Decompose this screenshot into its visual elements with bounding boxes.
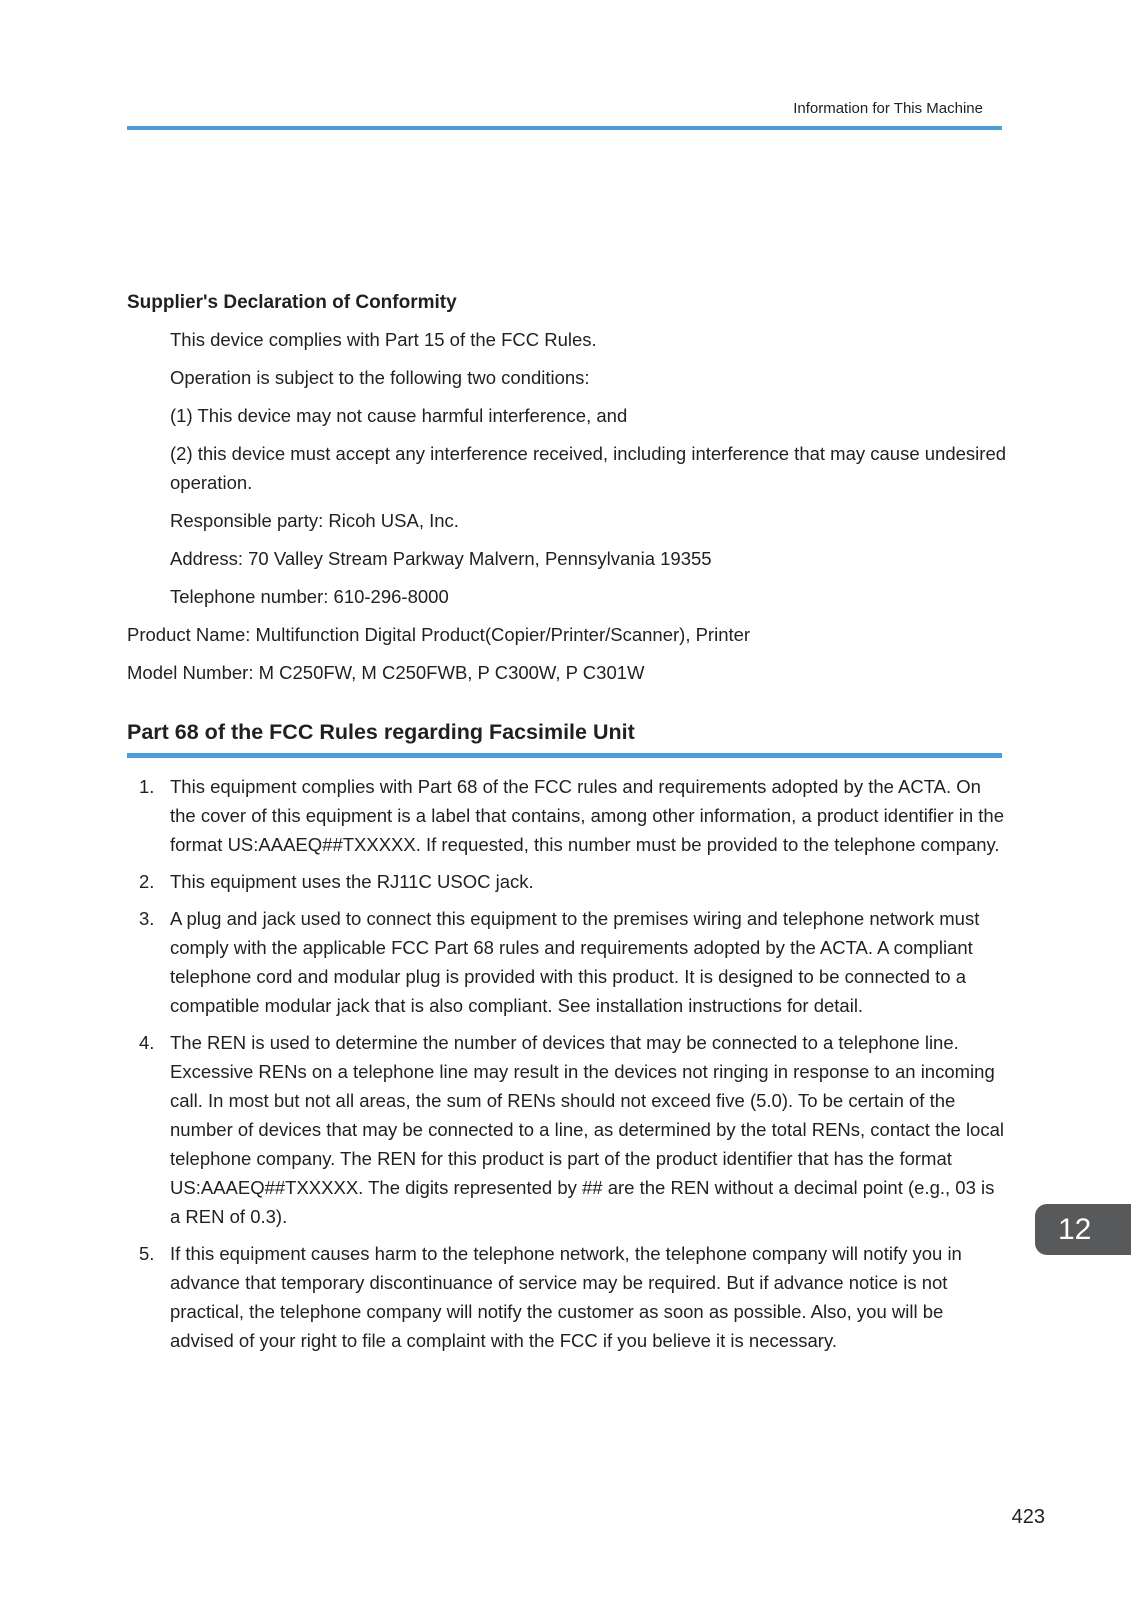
model-number: Model Number: M C250FW, M C250FWB, P C300W, P C301W xyxy=(127,662,645,683)
header-rule xyxy=(127,126,1002,130)
product-info xyxy=(127,620,1007,687)
sdoc-line: (2) this device must accept any interference received, including interference that may cause undesired operation. xyxy=(170,443,1007,493)
sdoc-line: Telephone number: 610-296-8000 xyxy=(170,586,449,607)
page-content xyxy=(127,288,1007,1363)
list-item-number: 3. xyxy=(139,908,155,929)
chapter-tab: 12 xyxy=(1035,1204,1131,1255)
list-item-text: A plug and jack used to connect this equipment to the premises wiring and telephone network must comply with the applicable FCC Part 68 rules and requirements adopted by the ACTA. A compliant telephone cord and modular plug is provided with this product. It is designed to be connected to a compatible modular jack that is also compliant. See installation instructions for detail. xyxy=(170,908,980,1016)
list-item xyxy=(127,867,1007,896)
sdoc-line: Responsible party: Ricoh USA, Inc. xyxy=(170,510,459,531)
list-item-text: If this equipment causes harm to the telephone network, the telephone company will notify you in advance that temporary discontinuance of service may be required. But if advance notice is not practical, the telephone company will notify the customer as soon as possible. Also, you will be advised of your right to file a complaint with the FCC if you believe it is necessary. xyxy=(170,1243,962,1351)
list-item-text: This equipment complies with Part 68 of the FCC rules and requirements adopted by the ACTA. On the cover of this equipment is a label that contains, among other information, a product identifier in the format US:AAAEQ##TXXXXX. If requested, this number must be provided to the telephone company. xyxy=(170,776,1005,855)
sdoc-line: Address: 70 Valley Stream Parkway Malvern, Pennsylvania 19355 xyxy=(170,548,712,569)
list-item-text: The REN is used to determine the number of devices that may be connected to a telephone line. Excessive RENs on a telephone line may result in the devices not ringing in response to an incoming call. In most but not all areas, the sum of RENs should not exceed five (5.0). To be certain of the number of devices that may be connected to a line, as determined by the total RENs, contact the local telephone company. The REN for this product is part of the product identifier that has the format US:AAAEQ##TXXXXX. The digits represented by ## are the REN without a decimal point (e.g., 03 is a REN of 0.3). xyxy=(170,1032,1004,1227)
list-item-number: 5. xyxy=(139,1243,155,1264)
list-item xyxy=(127,904,1007,1020)
sdoc-line: (1) This device may not cause harmful interference, and xyxy=(170,405,628,426)
page-number: 423 xyxy=(1011,1506,1045,1528)
list-item-number: 4. xyxy=(139,1032,155,1053)
sdoc-heading: Supplier's Declaration of Conformity xyxy=(127,292,457,313)
list-item-number: 2. xyxy=(139,871,155,892)
product-name: Product Name: Multifunction Digital Product(Copier/Printer/Scanner), Printer xyxy=(127,624,751,645)
sdoc-line: Operation is subject to the following two conditions: xyxy=(170,367,590,388)
part68-heading: Part 68 of the FCC Rules regarding Facsimile Unit xyxy=(127,717,1002,758)
running-header: Information for This Machine xyxy=(793,100,983,117)
list-item xyxy=(127,772,1007,859)
part68-list xyxy=(127,772,1007,1355)
list-item-number: 1. xyxy=(139,776,155,797)
list-item xyxy=(127,1028,1007,1231)
sdoc-line: This device complies with Part 15 of the FCC Rules. xyxy=(170,329,597,350)
list-item-text: This equipment uses the RJ11C USOC jack. xyxy=(170,871,534,892)
list-item xyxy=(127,1239,1007,1355)
sdoc-statements xyxy=(127,325,1007,611)
